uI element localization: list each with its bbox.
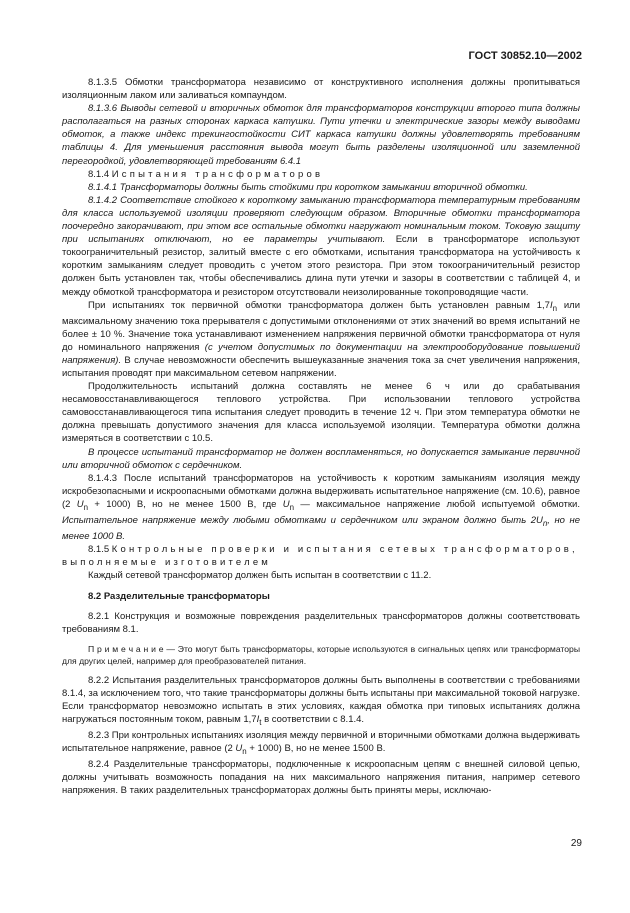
text-run: или максимальному значению тока прерывателя с допустимыми отклонениями от этих значений во время испытаний не более ± 10 %. Значение тока устанавливают изменением напряжения первичной обмотки трансформатора от нуля до номинального напряжения xyxy=(62,299,581,353)
text-run-italic: (с учетом допустимых по документации на электрооборудование повышений напряжения). xyxy=(62,341,580,366)
section-8-1-5-heading xyxy=(62,543,580,556)
symbol-I: I xyxy=(256,714,260,726)
text-run: + 1000) В, но не менее 1500 В, где xyxy=(88,498,283,510)
document-code: ГОСТ 30852.10—2002 xyxy=(468,50,582,62)
subscript-n: n xyxy=(542,518,548,528)
text-run: + 1000) В, но не менее 1500 В. xyxy=(246,743,386,755)
section-title: Контрольные проверки и испытания сетевых трансформаторов, xyxy=(111,543,578,555)
paragraph-8-1-3-6: 8.1.3.6 Выводы сетевой и вторичных обмоток для трансформаторов конструкции второго типа должны располагаться на разных сторонах каркаса катушки. Пути утечки и электрические зазоры между выводами обмоток, а также индекс трекингостойкости СИТ каркаса катушки должны удовлетворять требованиям таблицы 4. Для уменьшения расстояния вывода могут быть разделены изоляционной или заземленной перегородкой, удовлетворяющей требованиям 6.4.1 xyxy=(62,103,580,167)
document-body xyxy=(62,76,580,798)
symbol-U: U xyxy=(536,514,543,526)
section-number: 8.1.4 xyxy=(88,168,110,180)
paragraph-8-1-4-3 xyxy=(62,472,580,543)
paragraph-text-italic: 8.1.4.2 Соответствие стойкого к короткому замыканию трансформатора температурным требованиям для класса используемой изоляции проверяют следующим образом. Вторичные обмотки трансформатора поочередно закорачивают, при этом все остальные обмотки нагружают номинальным током. Токовую защиту при испытаниях отключают, но ее параметры учитывают. xyxy=(62,194,580,246)
subscript-n: n xyxy=(289,502,295,512)
text-run: — максимальное напряжение любой испытуемой обмотки. xyxy=(294,498,581,510)
paragraph-test-duration: Продолжительность испытаний должна составлять не менее 6 ч или до срабатывания несамовосстанавливающегося теплового устройства. При использовании теплового устройства самовосстанавливающегося типа испытания следует проводить в течение 12 ч. При этом температура обмотки не должна превышать допустимого значения для класса используемой изоляции. Температура обмотки должна измеряться в соответствии с 10.5. xyxy=(62,381,580,445)
symbol-U: U xyxy=(282,498,290,510)
text-run-italic: Испытательное напряжение между любыми обмотками и сердечником или экраном должно быть 2 xyxy=(62,514,537,526)
note-label: П р и м е ч а н и е xyxy=(88,643,164,654)
subscript-t: t xyxy=(259,718,262,728)
symbol-U: U xyxy=(76,498,84,510)
note-text: — Это могут быть трансформаторы, которые используются в сигнальных цепях или трансформаторы для других целей, например для преобразователей питания. xyxy=(62,643,581,666)
paragraph-test-current xyxy=(62,299,580,380)
text-run: 8.1.4.3 После испытаний трансформаторов на устойчивость к коротким замыканиям изоляция между искробезопасными и искроопасными обмотками должна выдерживать испытательное напряжение (см. 10.6), равное (2 xyxy=(62,472,580,510)
section-8-1-5-heading-cont: выполняемые изготовителем xyxy=(62,557,272,569)
symbol-I: I xyxy=(549,299,553,311)
symbol-U: U xyxy=(235,743,243,755)
paragraph-8-2-3 xyxy=(62,729,580,758)
text-run-italic: , но не менее 1000 В. xyxy=(62,514,580,542)
text-run: 8.2.3 При контрольных испытаниях изоляция между первичной и вторичными обмотками должна выдерживать испытательное напряжение, равное (2 xyxy=(62,730,580,755)
section-title: Испытания трансформаторов xyxy=(111,168,324,180)
text-run: При испытаниях ток первичной обмотки трансформатора должен быть установлен равным 1,7 xyxy=(88,299,550,311)
section-8-2-heading: 8.2 Разделительные трансформаторы xyxy=(88,591,270,603)
paragraph-8-1-4-1: 8.1.4.1 Трансформаторы должны быть стойкими при коротком замыкании вторичной обмотки. xyxy=(88,181,528,193)
section-number: 8.1.5 xyxy=(88,543,110,555)
subscript-n: n xyxy=(242,747,247,757)
text-run: В случае невозможности обеспечить вышеуказанные значения тока за счет увеличения напряжения, испытания проводят при максимальном сетевом напряжении. xyxy=(62,354,580,379)
paragraph-8-1-5: Каждый сетевой трансформатор должен быть испытан в соответствии с 11.2. xyxy=(88,570,432,582)
paragraph-8-2-2 xyxy=(62,674,580,729)
paragraph-8-2-1: 8.2.1 Конструкция и возможные повреждения разделительных трансформаторов должны соответствовать требованиям 8.1. xyxy=(62,611,580,636)
paragraph-8-2-4: 8.2.4 Разделительные трансформаторы, подключенные к искроопасным цепям с внешней силовой цепью, должны учитывать возможность попадания на них максимального напряжения питания, например сетевого напряжения. В таких разделительных трансформаторах должны быть приняты меры, исключаю- xyxy=(62,759,580,797)
paragraph-text: Если в трансформаторе используют токоограничительный резистор, залитый вместе с его обмотками, испытания трансформатора на устойчивость к коротким замыканиям следует проводить с учетом этого резистора. При этом токоограничительный резистор должен быть установлен так, чтобы обеспечивались длина пути утечки и зазоры в соответствии с таблицей 4, и между обмоткой трансформатора и резистором отсутствовали неизолированные токопроводящие части. xyxy=(62,234,581,298)
note xyxy=(62,643,580,667)
text-run: 8.2.2 Испытания разделительных трансформаторов должны быть выполнены в соответствии с требованиями 8.1.4, за исключением того, что такие трансформаторы должны быть испытаны при максимальной токовой нагрузке. Если трансформатор невозможно испытать в этих условиях, каждая обмотка при типовых испытаниях должна нагружаться постоянным током, равным 1,7 xyxy=(62,674,580,726)
paragraph-ignition: В процессе испытаний трансформатор не должен воспламеняться, но допускается замыкание первичной или вторичной обмоток с сердечником. xyxy=(62,446,580,471)
paragraph-8-1-4-2 xyxy=(62,194,580,299)
subscript-n: n xyxy=(83,502,89,512)
paragraph-8-1-3-5: 8.1.3.5 Обмотки трансформатора независимо от конструктивного исполнения должны пропитываться изоляционным лаком или заливаться компаундом. xyxy=(62,77,580,102)
subscript-n: n xyxy=(552,303,557,313)
page-number: 29 xyxy=(570,838,582,849)
section-8-1-4-heading xyxy=(62,168,580,181)
text-run: в соответствии с 8.1.4. xyxy=(261,714,365,726)
